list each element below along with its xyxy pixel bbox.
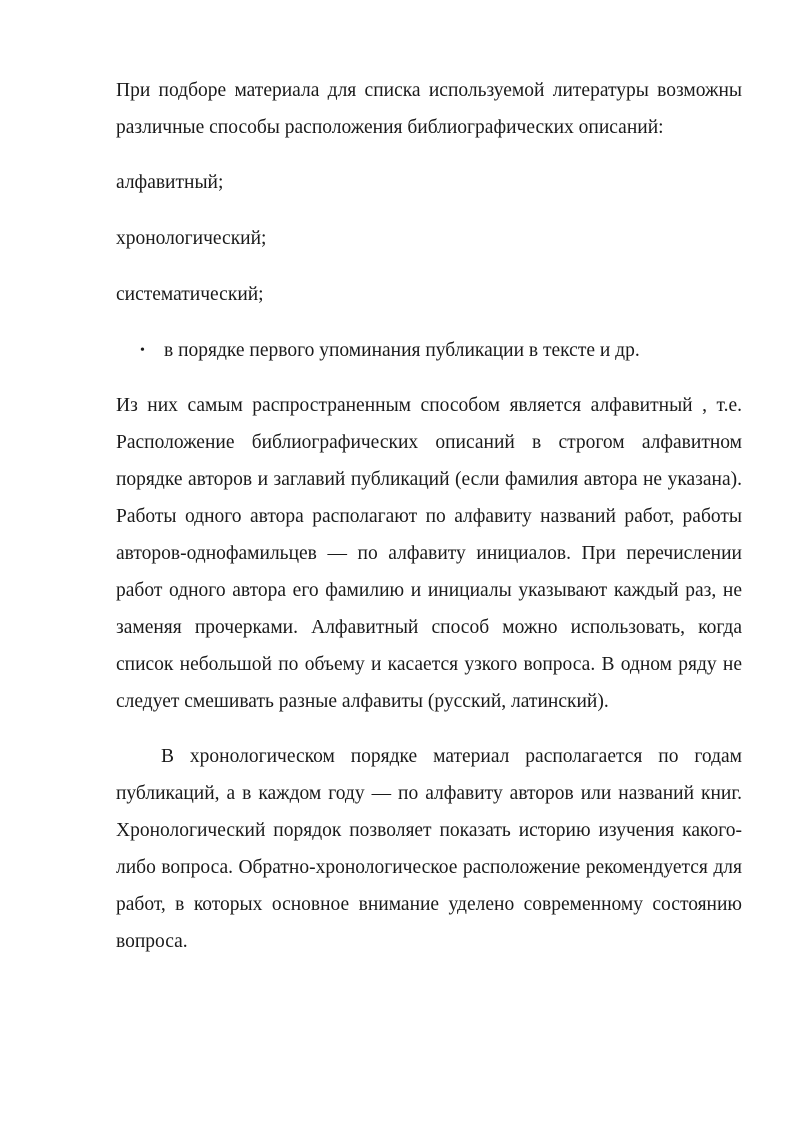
list-item-text: в порядке первого упоминания публикации в тексте и др. (164, 340, 640, 361)
alphabetical-paragraph: Из них самым распространенным способом является алфавитный , т.е. Расположение библиографических описаний в строгом алфавитном порядке авторов и заглавий публикаций (если фамилия автора не указана). Работы одного автора располагают по алфавиту названий работ, работы авторов-однофамильцев — по алфавиту инициалов. При перечислении работ одного автора его фамилию и инициалы указывают каждый раз, не заменяя прочерками. Алфавитный способ можно использовать, когда список небольшой по объему и касается узкого вопроса. В одном ряду не следует смешивать разные алфавиты (русский, латинский). (116, 395, 742, 712)
intro-paragraph: При подборе материала для списка используемой литературы возможны различные способы расположения библиографических описаний: (116, 80, 742, 138)
chronological-paragraph: В хронологическом порядке материал располагается по годам публикаций, а в каждом году — по алфавиту авторов или названий книг. Хронологический порядок позволяет показать историю изучения какого-либо вопроса. Обратно-хронологическое расположение рекомендуется для работ, в которых основное внимание уделено современному состоянию вопроса. (116, 746, 742, 952)
method-chronological: хронологический; (116, 228, 267, 249)
bullet-list (116, 332, 742, 369)
method-alphabetical: алфавитный; (116, 172, 224, 193)
bullet-icon: • (140, 343, 145, 358)
method-systematic: систематический; (116, 284, 264, 305)
list-item (116, 332, 742, 369)
document-page (116, 72, 742, 960)
